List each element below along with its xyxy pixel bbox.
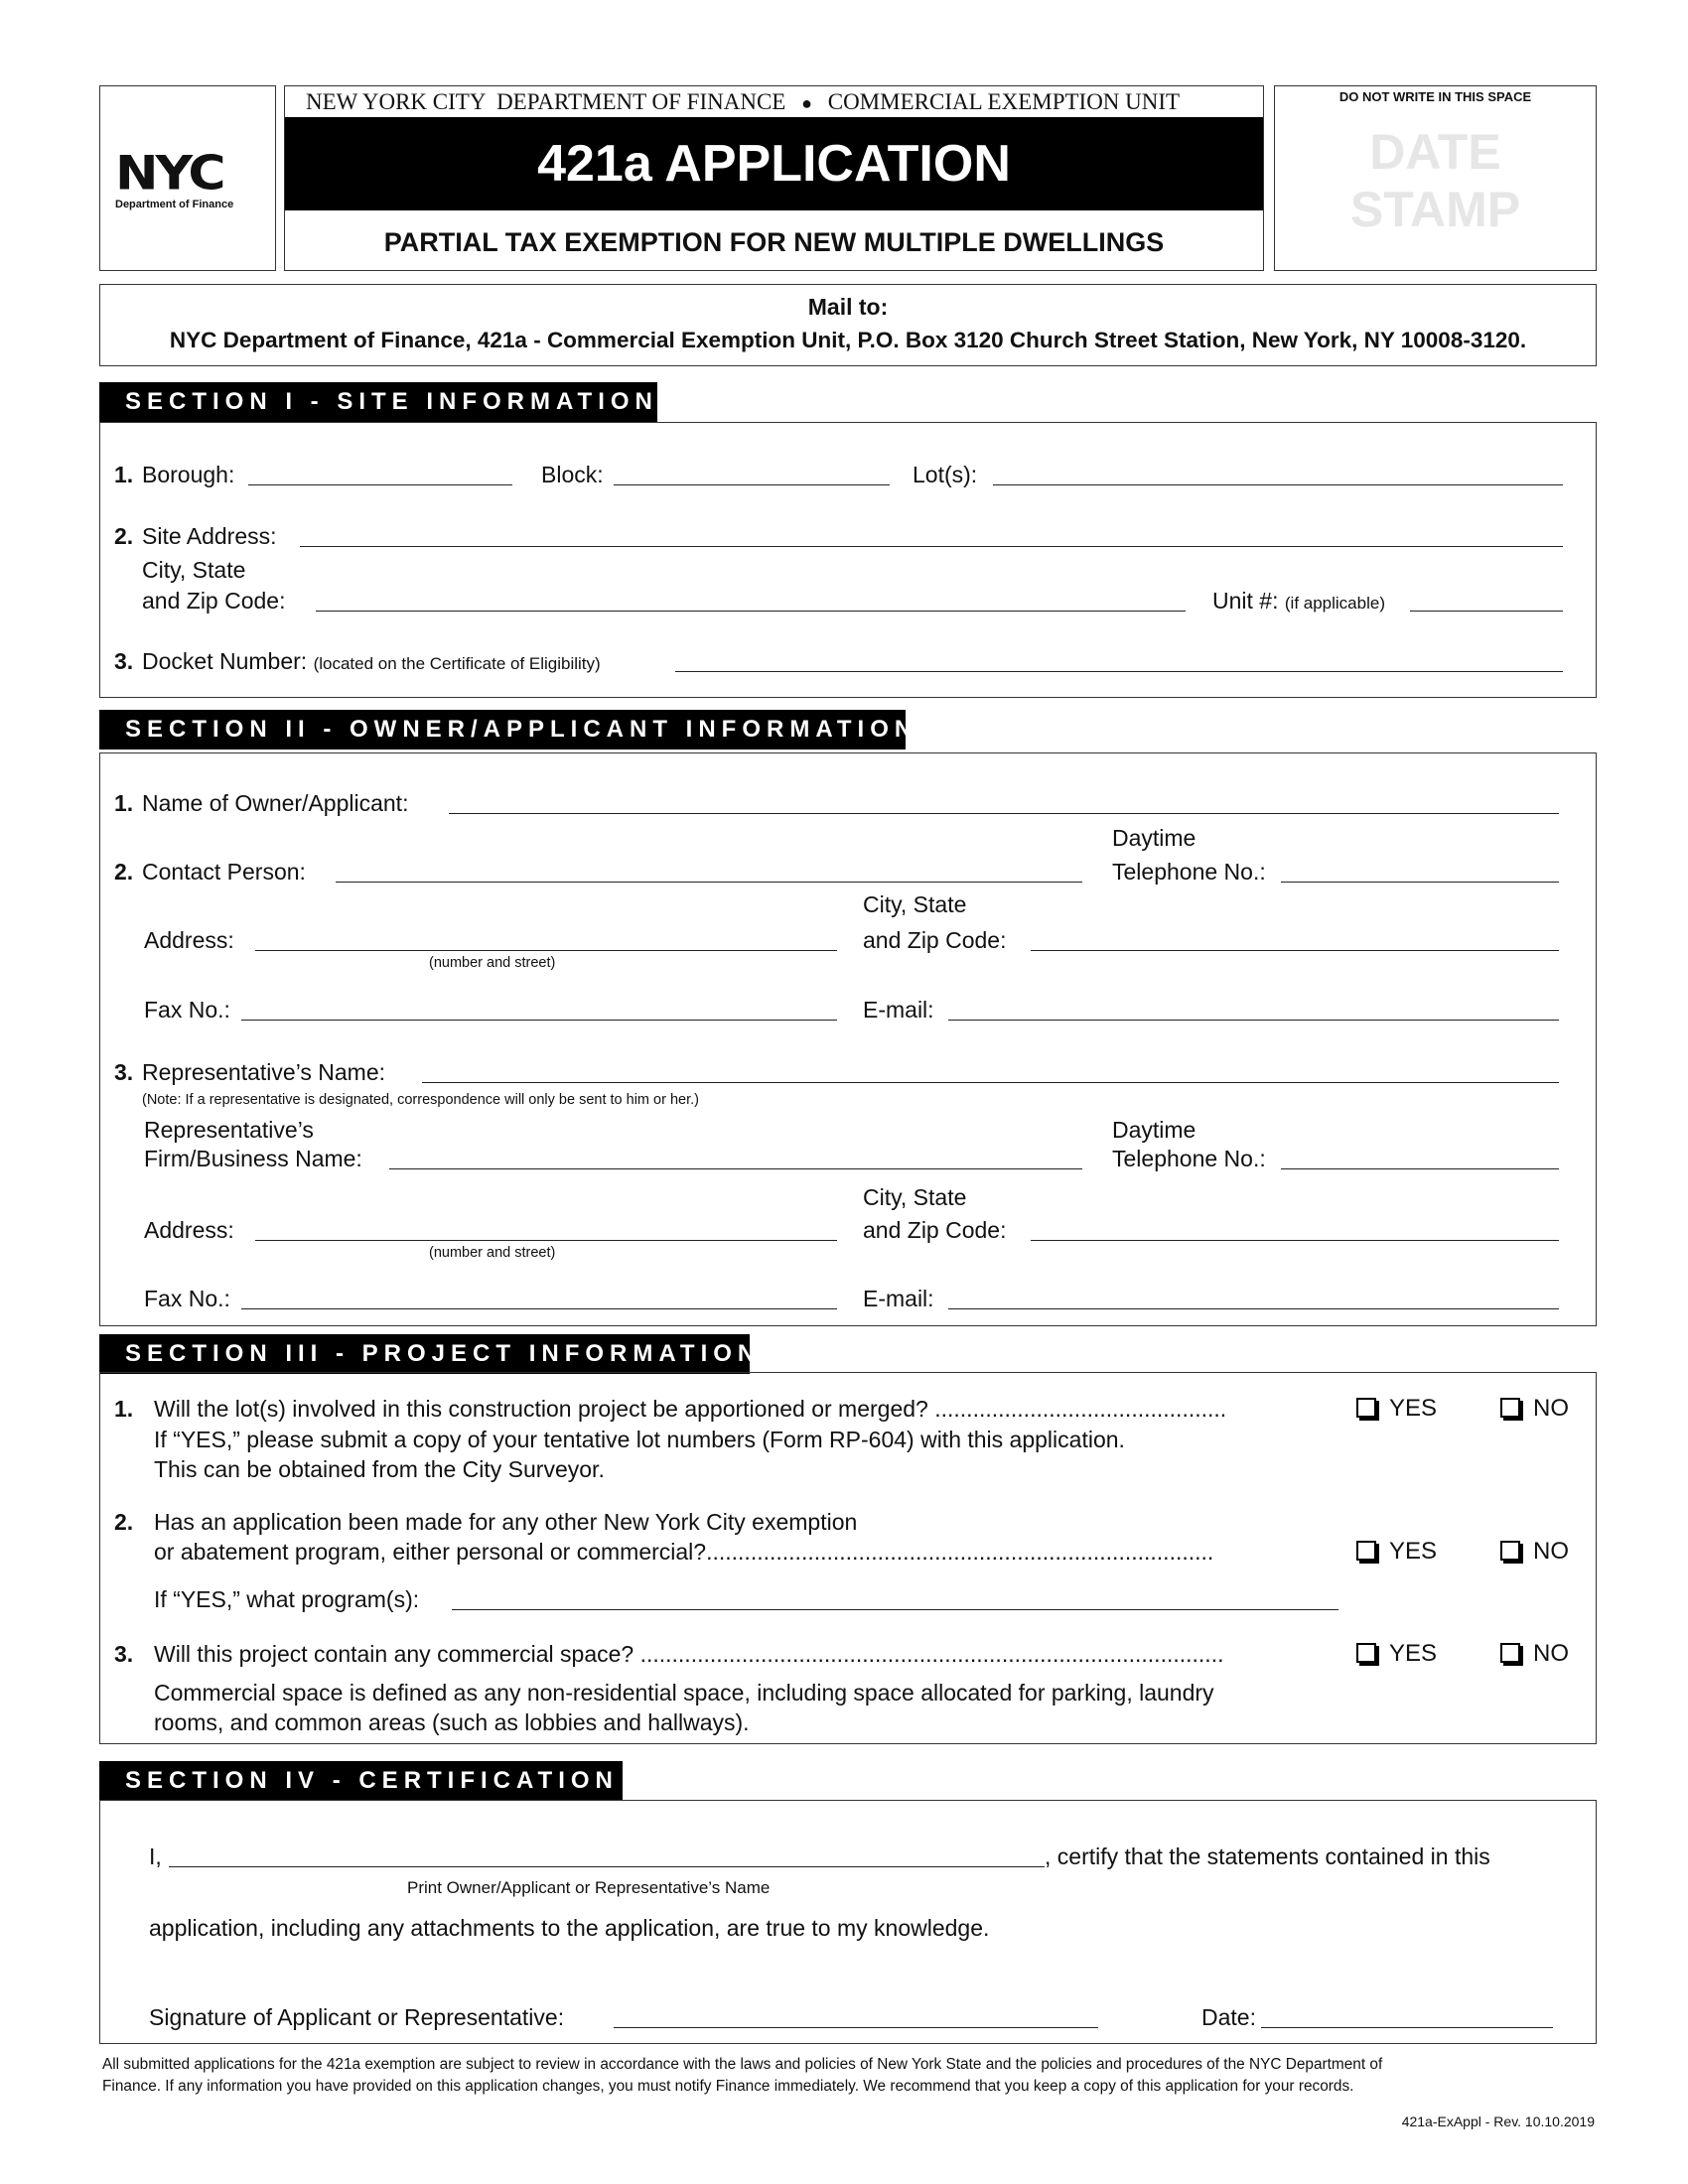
s2-num-3: 3. xyxy=(114,1059,134,1085)
daytime-label-2: Daytime xyxy=(1112,1117,1196,1143)
rep-firm-field[interactable] xyxy=(389,1168,1082,1169)
q3-no-label: NO xyxy=(1533,1640,1569,1667)
signature-field[interactable] xyxy=(614,2027,1098,2028)
q2-text-2: or abatement program, either personal or commercial?................................................................................ xyxy=(154,1539,1214,1565)
bullet: ● xyxy=(801,93,812,113)
logo-text: NYC xyxy=(115,147,223,201)
section-3-header: SECTION III - PROJECT INFORMATION xyxy=(99,1334,750,1374)
docket-note: (located on the Certificate of Eligibility) xyxy=(313,654,601,673)
contact-person-field[interactable] xyxy=(336,882,1082,883)
s2-num-1: 1. xyxy=(114,790,134,816)
s2-num-2: 2. xyxy=(114,859,134,885)
fax-label-2: Fax No.: xyxy=(144,1286,230,1311)
address-label-1: Address: xyxy=(144,927,234,953)
telephone-field-2[interactable] xyxy=(1281,1168,1559,1169)
fax-label-1: Fax No.: xyxy=(144,997,230,1023)
section-1-header: SECTION I - SITE INFORMATION xyxy=(99,382,657,422)
signature-label: Signature of Applicant or Representative: xyxy=(149,2004,565,2030)
borough-field[interactable] xyxy=(248,484,512,485)
mail-label: Mail to: xyxy=(807,294,889,320)
q1-note-2: This can be obtained from the City Surveyor. xyxy=(154,1456,605,1482)
q2-followup-label: If “YES,” what program(s): xyxy=(154,1586,420,1612)
email-label-2: E-mail: xyxy=(863,1286,934,1311)
s1-num-1: 1. xyxy=(114,462,134,487)
docket-field[interactable] xyxy=(675,671,1563,672)
q3-no-checkbox[interactable] xyxy=(1500,1643,1520,1663)
owner-name-field[interactable] xyxy=(449,813,1559,814)
logo-subtext: Department of Finance xyxy=(115,199,234,210)
q3-yes-label: YES xyxy=(1389,1640,1438,1667)
city-state-zip-field-2[interactable] xyxy=(1031,1240,1559,1241)
zip-label-2: and Zip Code: xyxy=(863,1217,1007,1243)
section-2-header: SECTION II - OWNER/APPLICANT INFORMATION xyxy=(99,710,906,750)
site-address-field[interactable] xyxy=(300,546,1563,547)
footer-notice-1: All submitted applications for the 421a exemption are subject to review in accordance with the laws and policies of New York State and the policies and procedures of the NYC Department of xyxy=(102,2056,1383,2073)
print-name-field[interactable] xyxy=(169,1866,1045,1867)
fax-field-1[interactable] xyxy=(241,1020,837,1021)
q3-num: 3. xyxy=(114,1641,134,1667)
print-name-caption: Print Owner/Applicant or Representative’s Name xyxy=(407,1878,771,1897)
contact-person-label: Contact Person: xyxy=(142,859,306,885)
q2-num: 2. xyxy=(114,1509,134,1535)
section-4-header: SECTION IV - CERTIFICATION xyxy=(99,1761,623,1801)
email-label-1: E-mail: xyxy=(863,997,934,1023)
city-state-label-2: City, State xyxy=(863,1184,967,1210)
telephone-label-2: Telephone No.: xyxy=(1112,1146,1266,1171)
block-field[interactable] xyxy=(614,484,890,485)
stamp-note: DO NOT WRITE IN THIS SPACE xyxy=(1338,89,1532,104)
email-field-1[interactable] xyxy=(948,1020,1559,1021)
rep-firm-label-1: Representative’s xyxy=(144,1117,314,1143)
cert-text-2: application, including any attachments to the application, are true to my knowledge. xyxy=(149,1915,990,1941)
rep-name-label: Representative’s Name: xyxy=(142,1059,386,1085)
borough-label: Borough: xyxy=(142,462,235,487)
cert-text-1: , certify that the statements contained in this xyxy=(1045,1843,1490,1869)
email-field-2[interactable] xyxy=(948,1308,1559,1309)
nyc-logo xyxy=(115,147,264,210)
unit-note: (if applicable) xyxy=(1284,594,1385,613)
q3-note-1: Commercial space is defined as any non-residential space, including space allocated for parking, laundry xyxy=(154,1680,1214,1706)
address-label-2: Address: xyxy=(144,1217,234,1243)
city-state-label-1: City, State xyxy=(863,891,967,917)
cert-i: I, xyxy=(149,1843,162,1869)
rep-firm-label-2: Firm/Business Name: xyxy=(144,1146,362,1171)
s1-num-3: 3. xyxy=(114,648,134,674)
q3-yes-checkbox[interactable] xyxy=(1356,1643,1376,1663)
rep-note: (Note: If a representative is designated, correspondence will only be sent to him or her.) xyxy=(142,1092,699,1108)
lots-label: Lot(s): xyxy=(913,462,978,487)
zip-label-1: and Zip Code: xyxy=(863,927,1007,953)
stamp-line-2: STAMP xyxy=(1349,182,1521,237)
q1-no-label: NO xyxy=(1533,1395,1569,1422)
q1-note-1: If “YES,” please submit a copy of your tentative lot numbers (Form RP-604) with this application. xyxy=(154,1427,1125,1452)
q1-no-checkbox[interactable] xyxy=(1500,1398,1520,1418)
footer-notice-2: Finance. If any information you have provided on this application changes, you must notify Finance immediately. We recommend that you keep a copy of this application for your records. xyxy=(102,2078,1354,2095)
unit-label: Unit #: (if applicable) xyxy=(1212,588,1385,614)
lots-field[interactable] xyxy=(993,484,1563,485)
date-label: Date: xyxy=(1201,2004,1256,2030)
page-subtitle: PARTIAL TAX EXEMPTION FOR NEW MULTIPLE DWELLINGS xyxy=(383,227,1165,257)
fax-field-2[interactable] xyxy=(241,1308,837,1309)
zip-label: and Zip Code: xyxy=(142,588,286,614)
owner-name-label: Name of Owner/Applicant: xyxy=(142,790,409,816)
daytime-label-1: Daytime xyxy=(1112,825,1196,851)
docket-label: Docket Number: (located on the Certificate of Eligibility) xyxy=(142,648,601,674)
q1-text: Will the lot(s) involved in this construction project be apportioned or merged? .............................................. xyxy=(154,1396,1227,1422)
q1-num: 1. xyxy=(114,1396,134,1422)
q2-program-field[interactable] xyxy=(452,1609,1338,1610)
s1-num-2: 2. xyxy=(114,523,134,549)
unit-field[interactable] xyxy=(1410,611,1563,612)
city-state-label: City, State xyxy=(142,557,246,583)
date-field[interactable] xyxy=(1261,2027,1553,2028)
q3-text: Will this project contain any commercial space? ............................................................................................ xyxy=(154,1641,1224,1667)
mail-address: NYC Department of Finance, 421a - Commercial Exemption Unit, P.O. Box 3120 Church Street Station, New York, NY 10008-3120. xyxy=(169,328,1527,352)
number-street-note-1: (number and street) xyxy=(429,955,556,971)
q2-yes-label: YES xyxy=(1389,1538,1438,1565)
rep-name-field[interactable] xyxy=(422,1082,1559,1083)
number-street-note-2: (number and street) xyxy=(429,1245,556,1261)
q2-no-label: NO xyxy=(1533,1538,1569,1565)
q2-no-checkbox[interactable] xyxy=(1500,1541,1520,1561)
block-label: Block: xyxy=(541,462,604,487)
telephone-label-1: Telephone No.: xyxy=(1112,859,1266,885)
q1-yes-label: YES xyxy=(1389,1395,1438,1422)
q1-yes-checkbox[interactable] xyxy=(1356,1398,1376,1418)
agency-left: NEW YORK CITY DEPARTMENT OF FINANCE xyxy=(306,89,786,114)
city-state-zip-field-1[interactable] xyxy=(1031,950,1559,951)
city-state-zip-field[interactable] xyxy=(316,611,1186,612)
agency-line xyxy=(306,89,1180,116)
site-address-label: Site Address: xyxy=(142,523,277,549)
telephone-field-1[interactable] xyxy=(1281,882,1559,883)
title-banner xyxy=(285,117,1263,210)
stamp-line-1: DATE xyxy=(1369,124,1501,180)
page-title: 421a APPLICATION xyxy=(537,135,1011,193)
q3-note-2: rooms, and common areas (such as lobbies and hallways). xyxy=(154,1709,750,1735)
form-id: 421a-ExAppl - Rev. 10.10.2019 xyxy=(1401,2114,1595,2129)
agency-right: COMMERCIAL EXEMPTION UNIT xyxy=(827,89,1181,114)
q2-yes-checkbox[interactable] xyxy=(1356,1541,1376,1561)
q2-text-1: Has an application been made for any other New York City exemption xyxy=(154,1509,858,1535)
